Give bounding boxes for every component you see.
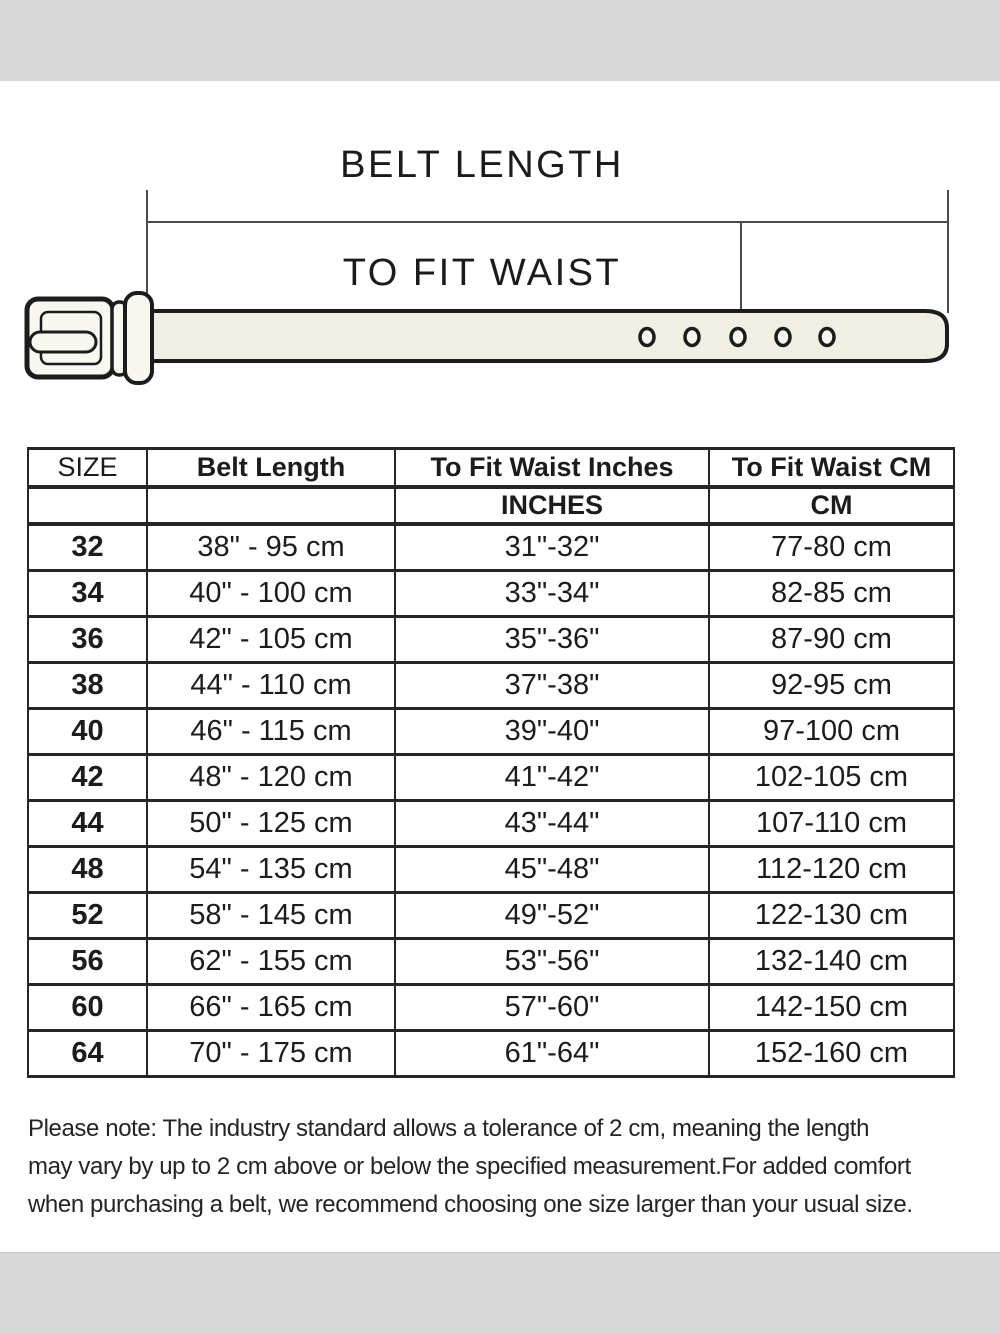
cell-waist-inches: 61"-64"	[395, 1031, 709, 1077]
table-row	[28, 985, 954, 1031]
cell-waist-cm: 107-110 cm	[709, 801, 954, 847]
cell-size: 52	[28, 893, 147, 939]
cell-size: 48	[28, 847, 147, 893]
belt-hole	[640, 329, 654, 346]
cell-size: 40	[28, 709, 147, 755]
note-line: Please note: The industry standard allows a tolerance of 2 cm, meaning the length	[28, 1115, 870, 1142]
measurement-lines	[147, 190, 948, 313]
column-header-waist-cm: To Fit Waist CM	[709, 449, 954, 488]
table-row	[28, 755, 954, 801]
cell-waist-cm: 112-120 cm	[709, 847, 954, 893]
cell-waist-inches: 35"-36"	[395, 617, 709, 663]
cell-belt-length: 70" - 175 cm	[147, 1031, 395, 1077]
cell-belt-length: 66" - 165 cm	[147, 985, 395, 1031]
belt-diagram	[0, 0, 1000, 447]
belt-hole	[731, 329, 745, 346]
cell-waist-inches: 41"-42"	[395, 755, 709, 801]
cell-waist-cm: 92-95 cm	[709, 663, 954, 709]
cell-belt-length: 50" - 125 cm	[147, 801, 395, 847]
size-table	[27, 447, 955, 1078]
subheader-empty	[28, 487, 147, 524]
subheader-inches: INCHES	[395, 487, 709, 524]
cell-waist-cm: 102-105 cm	[709, 755, 954, 801]
belt-keeper	[112, 293, 152, 383]
cell-waist-cm: 97-100 cm	[709, 709, 954, 755]
belt-hole	[685, 329, 699, 346]
cell-size: 36	[28, 617, 147, 663]
note-line: when purchasing a belt, we recommend choosing one size larger than your usual size.	[28, 1191, 913, 1218]
cell-belt-length: 42" - 105 cm	[147, 617, 395, 663]
column-header-size: SIZE	[28, 449, 147, 488]
column-header-waist-inches: To Fit Waist Inches	[395, 449, 709, 488]
cell-waist-cm: 132-140 cm	[709, 939, 954, 985]
cell-waist-inches: 49"-52"	[395, 893, 709, 939]
belt-hole	[776, 329, 790, 346]
column-header-belt-length: Belt Length	[147, 449, 395, 488]
cell-waist-inches: 31"-32"	[395, 524, 709, 571]
cell-waist-inches: 43"-44"	[395, 801, 709, 847]
table-subheader-row	[28, 487, 954, 524]
table-row	[28, 1031, 954, 1077]
subheader-empty	[147, 487, 395, 524]
note-line: may vary by up to 2 cm above or below the specified measurement.For added comfort	[28, 1153, 911, 1180]
table-row	[28, 847, 954, 893]
table-row	[28, 801, 954, 847]
buckle-prong	[30, 332, 96, 352]
cell-waist-inches: 39"-40"	[395, 709, 709, 755]
cell-size: 38	[28, 663, 147, 709]
cell-size: 42	[28, 755, 147, 801]
cell-waist-cm: 152-160 cm	[709, 1031, 954, 1077]
cell-belt-length: 40" - 100 cm	[147, 571, 395, 617]
cell-belt-length: 46" - 115 cm	[147, 709, 395, 755]
table-row	[28, 571, 954, 617]
cell-waist-inches: 53"-56"	[395, 939, 709, 985]
table-row	[28, 524, 954, 571]
table-row	[28, 617, 954, 663]
cell-size: 64	[28, 1031, 147, 1077]
table-row	[28, 939, 954, 985]
cell-belt-length: 54" - 135 cm	[147, 847, 395, 893]
cell-waist-cm: 87-90 cm	[709, 617, 954, 663]
to-fit-waist-label: TO FIT WAIST	[342, 252, 622, 294]
subheader-cm: CM	[709, 487, 954, 524]
cell-waist-cm: 77-80 cm	[709, 524, 954, 571]
cell-size: 32	[28, 524, 147, 571]
bottom-gray-bar	[0, 1252, 1000, 1334]
tolerance-note	[28, 1110, 913, 1224]
cell-belt-length: 48" - 120 cm	[147, 755, 395, 801]
cell-waist-inches: 57"-60"	[395, 985, 709, 1031]
cell-belt-length: 44" - 110 cm	[147, 663, 395, 709]
cell-belt-length: 62" - 155 cm	[147, 939, 395, 985]
cell-waist-cm: 122-130 cm	[709, 893, 954, 939]
size-table-body	[28, 524, 954, 1077]
cell-waist-inches: 37"-38"	[395, 663, 709, 709]
table-row	[28, 709, 954, 755]
cell-belt-length: 38" - 95 cm	[147, 524, 395, 571]
cell-size: 60	[28, 985, 147, 1031]
cell-belt-length: 58" - 145 cm	[147, 893, 395, 939]
table-header-row	[28, 449, 954, 488]
cell-size: 34	[28, 571, 147, 617]
belt-hole	[820, 329, 834, 346]
cell-waist-cm: 82-85 cm	[709, 571, 954, 617]
cell-size: 56	[28, 939, 147, 985]
cell-waist-cm: 142-150 cm	[709, 985, 954, 1031]
table-row	[28, 893, 954, 939]
belt-length-label: BELT LENGTH	[340, 144, 624, 186]
cell-waist-inches: 45"-48"	[395, 847, 709, 893]
cell-size: 44	[28, 801, 147, 847]
cell-waist-inches: 33"-34"	[395, 571, 709, 617]
table-row	[28, 663, 954, 709]
belt-buckle	[27, 299, 113, 377]
